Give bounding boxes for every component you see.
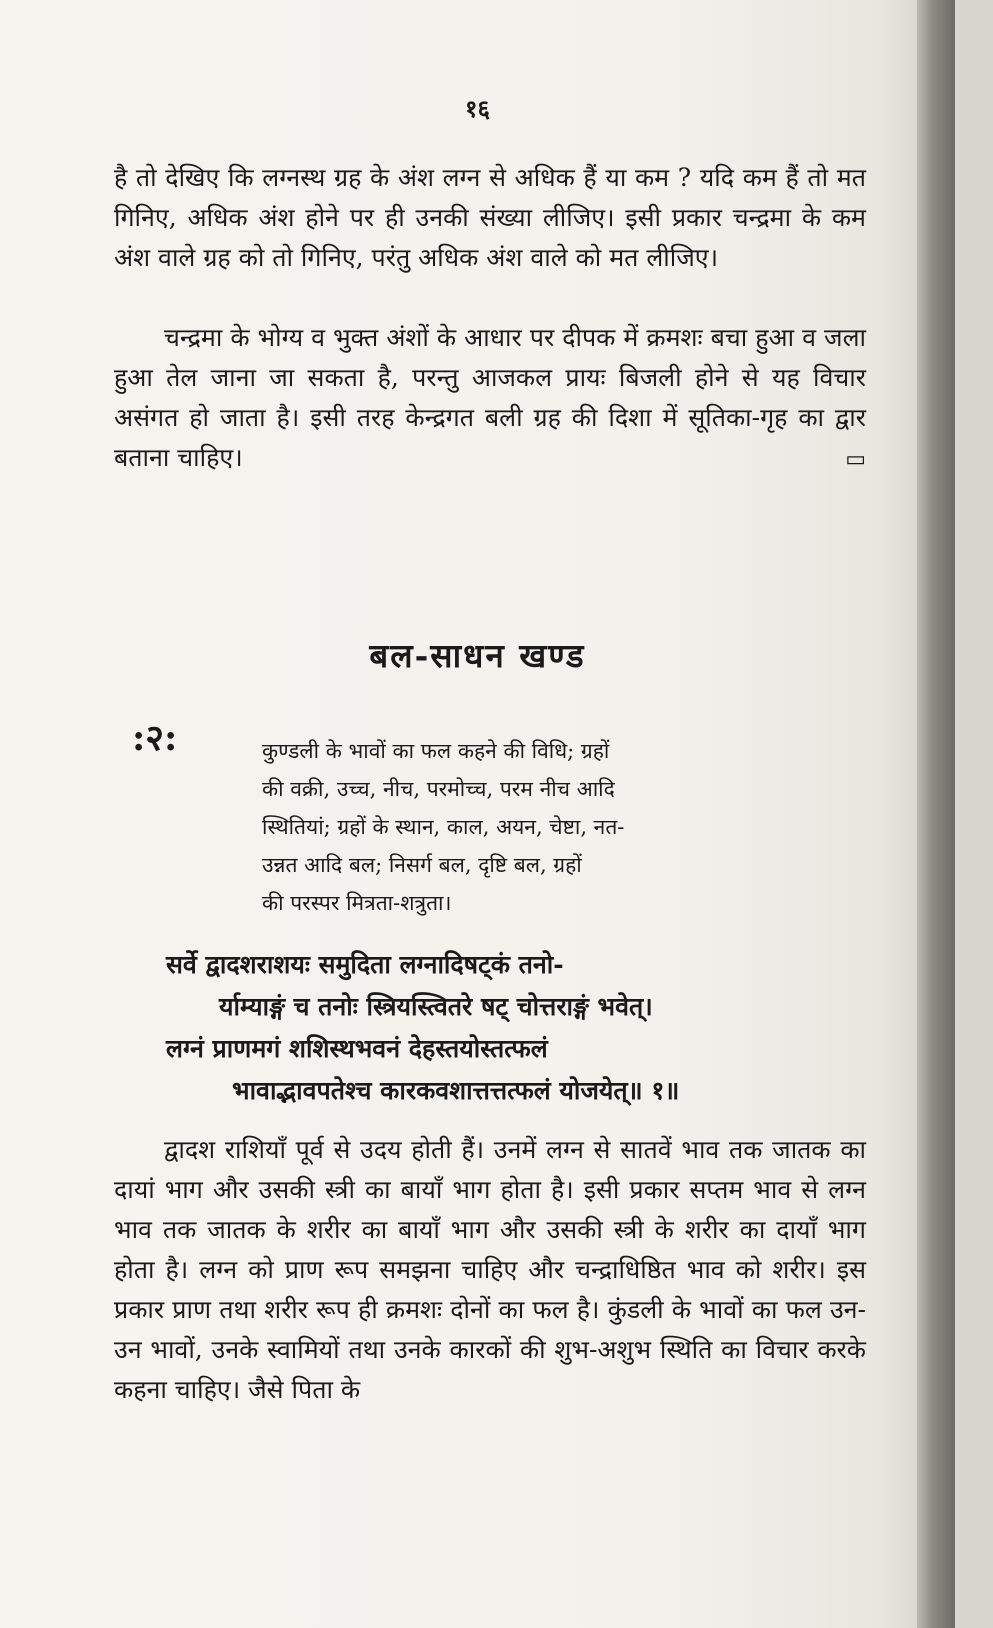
chapter-number: :२: — [132, 717, 178, 759]
chapter-summary-line: स्थितियां; ग्रहों के स्थान, काल, अयन, चेष्टा, नत- — [262, 815, 625, 839]
verse-line: लग्नं प्राणमगं शशिस्थभवनं देहस्तयोस्तत्फलं — [166, 1034, 548, 1063]
lamp-paragraph-body: चन्द्रमा के भोग्य व भुक्त अंशों के आधार पर दीपक में क्रमशः बचा हुआ व जला हुआ तेल जाना जा सकता है, परन्तु आजकल प्रायः बिजली होने से यह विचार असंगत हो जाता है। इसी तरह केन्द्रगत बली ग्रह की दिशा में सूतिका-गृह का द्वार बताना चाहिए। — [114, 323, 866, 472]
chapter-summary-line: कुण्डली के भावों का फल कहने की विधि; ग्रहों — [262, 739, 610, 763]
section-title: बल-साधन खण्ड — [369, 636, 586, 675]
verse-line: भावाद्भावपतेश्च कारकवशात्तत्तत्फलं योजयेत्॥ १॥ — [232, 1076, 680, 1105]
continued-paragraph-text: है तो देखिए कि लग्नस्थ ग्रह के अंश लग्न से अधिक हैं या कम ? यदि कम हैं तो मत गिनिए, अधिक अंश होने पर ही उनकी संख्या लीजिए। इसी प्रकार चन्द्रमा के कम अंश वाले ग्रह को तो गिनिए, परंतु अधिक अंश वाले को मत लीजिए। — [114, 163, 866, 272]
page-edge-shadow — [917, 0, 955, 1628]
continued-paragraph — [114, 158, 866, 278]
sanskrit-verse — [114, 944, 866, 1112]
page-number: १६ — [465, 94, 490, 123]
end-mark-icon: ▭ — [845, 447, 866, 472]
lamp-paragraph-text — [114, 318, 866, 478]
chapter-summary-line: की परस्पर मित्रता-शत्रुता। — [262, 891, 452, 915]
lamp-paragraph — [114, 318, 866, 480]
explanation-paragraph-text: द्वादश राशियाँ पूर्व से उदय होती हैं। उनमें लग्न से सातवें भाव तक जातक का दायां भाग और उसकी स्त्री का बायाँ भाग होता है। इसी प्रकार सप्तम भाव से लग्न भाव तक जातक के शरीर का बायाँ भाग और उसकी स्त्री के शरीर का दायाँ भाग होता है। लग्न को प्राण रूप समझना चाहिए और चन्द्राधिष्ठित भाव को शरीर। इस प्रकार प्राण तथा शरीर रूप ही क्रमशः दोनों का फल है। कुंडली के भावों का फल उन-उन भावों, उनके स्वामियों तथा उनके कारकों की शुभ-अशुभ स्थिति का विचार करके कहना चाहिए। जैसे पिता के — [114, 1135, 866, 1404]
chapter-summary-line: उन्नत आदि बल; निसर्ग बल, दृष्टि बल, ग्रहों — [262, 853, 582, 877]
chapter-summary-line: की वक्री, उच्च, नीच, परमोच्च, परम नीच आदि — [262, 777, 615, 801]
chapter-summary — [262, 732, 724, 922]
verse-line: सर्वे द्वादशराशयः समुदिता लग्नादिषट्कं तनो- — [166, 950, 564, 979]
verse-line: र्याम्याङ्गं च तनोः स्त्रियस्त्वितरे षट् चोत्तराङ्गं भवेत्। — [219, 992, 653, 1021]
explanation-paragraph — [114, 1130, 866, 1410]
